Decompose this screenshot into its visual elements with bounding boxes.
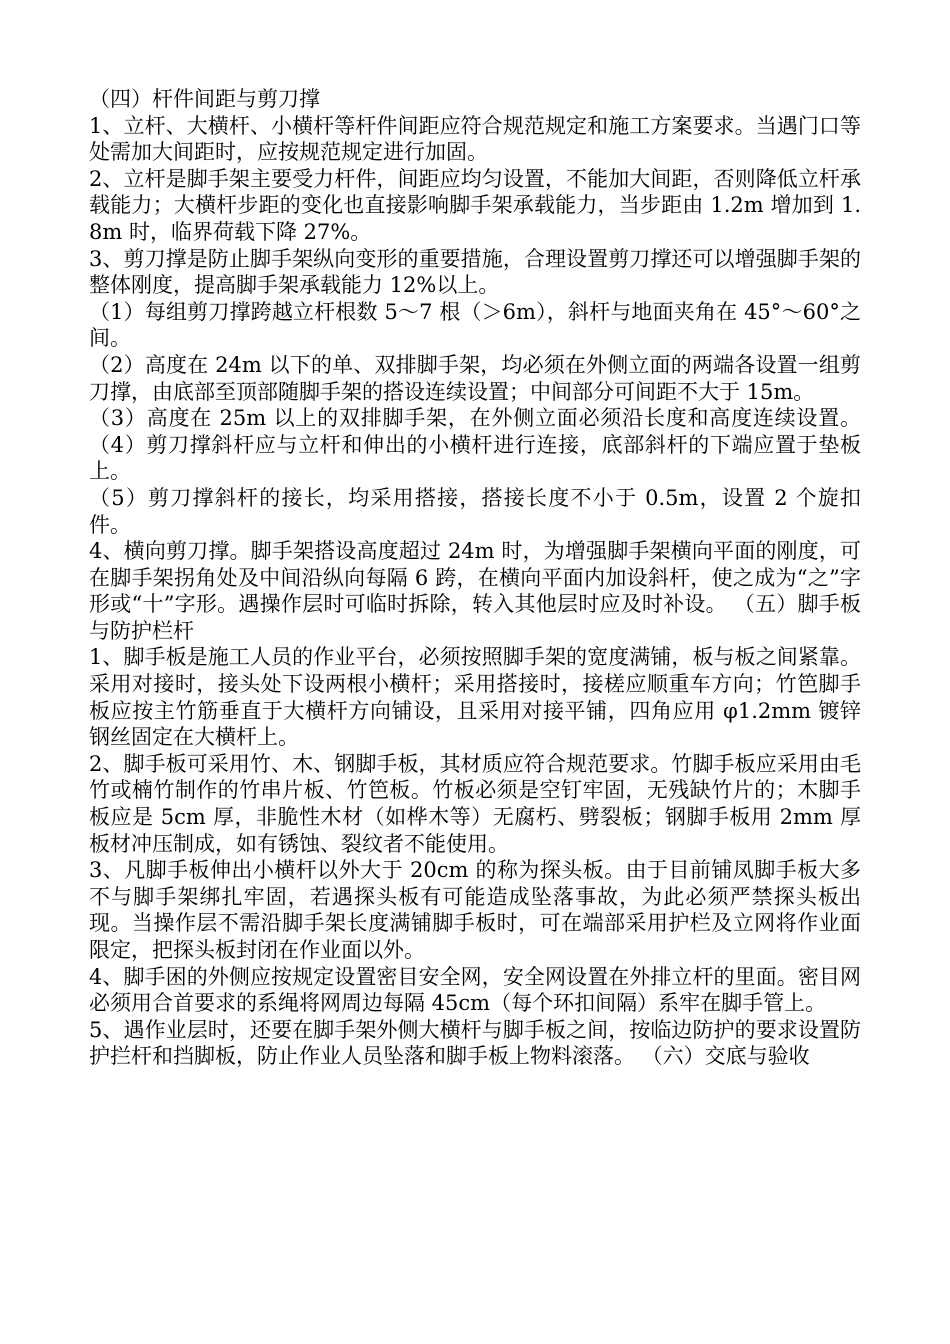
paragraph: 5、遇作业层时，还要在脚手架外侧大横杆与脚手板之间，按临边防护的要求设置防护拦杆和挡脚板，防止作业人员坠落和脚手板上物料滚落。 （六）交底与验收	[89, 1017, 861, 1069]
paragraph: 4、横向剪刀撑。脚手架搭设高度超过 24m 时，为增强脚手架横向平面的刚度，可在脚手架拐角处及中间沿纵向每隔 6 跨，在横向平面内加设斜杆，使之成为“之”字形或“十”字形。遇操作层时可临时拆除，转入其他层时应及时补设。 （五）脚手板与防护栏杆	[89, 539, 861, 643]
paragraph: 1、脚手板是施工人员的作业平台，必须按照脚手架的宽度满铺，板与板之间紧靠。采用对接时，接头处下设两根小横杆；采用搭接时，接槎应顺重车方向；竹笆脚手板应按主竹筋垂直于大横杆方向铺设，且采用对接平铺，四角应用 φ1.2mm 镀锌钢丝固定在大横杆上。	[89, 645, 861, 750]
paragraph: （2）高度在 24m 以下的单、双排脚手架，均必须在外侧立面的两端各设置一组剪刀撑，由底部至顶部随脚手架的搭设连续设置；中间部分可间距不大于 15m。	[89, 352, 861, 404]
paragraph: （3）高度在 25m 以上的双排脚手架，在外侧立面必须沿长度和高度连续设置。 （4）剪刀撑斜杆应与立杆和伸出的小横杆进行连接，底部斜杆的下端应置于垫板上。	[89, 406, 861, 484]
document-page	[89, 86, 861, 1070]
section-heading: （四）杆件间距与剪刀撑	[89, 87, 320, 111]
paragraph: 1、立杆、大横杆、小横杆等杆件间距应符合规范规定和施工方案要求。当遇门口等处需加大间距时，应按规范规定进行加固。	[89, 113, 861, 165]
paragraph: （1）每组剪刀撑跨越立杆根数 5～7 根（＞6m），斜杆与地面夹角在 45°～60°之间。	[89, 299, 861, 351]
paragraph: 2、脚手板可采用竹、木、钢脚手板，其材质应符合规范要求。竹脚手板应采用由毛竹或楠竹制作的竹串片板、竹笆板。竹板必须是空钉牢固，无残缺竹片的；木脚手板应是 5cm 厚，非脆性木材（如桦木等）无腐朽、劈裂板；钢脚手板用 2mm 厚板材冲压制成，如有锈蚀、裂纹者不能使用。	[89, 751, 861, 856]
paragraph: 3、凡脚手板伸出小横杆以外大于 20cm 的称为探头板。由于目前铺凤脚手板大多不与脚手架绑扎牢固，若遇探头板有可能造成坠落事故，为此必须严禁探头板出现。当操作层不需沿脚手架长度满铺脚手板时，可在端部采用护栏及立网将作业面限定，把探头板封闭在作业面以外。	[89, 858, 861, 962]
paragraph: 2、立杆是脚手架主要受力杆件，间距应均匀设置，不能加大间距，否则降低立杆承载能力；大横杆步距的变化也直接影响脚手架承载能力，当步距由 1.2m 增加到 1.8m 时，临界荷载下降 27%。	[89, 166, 861, 244]
paragraph: 3、剪刀撑是防止脚手架纵向变形的重要措施，合理设置剪刀撑还可以增强脚手架的整体刚度，提高脚手架承载能力 12%以上。	[89, 246, 861, 298]
paragraph: 4、脚手困的外侧应按规定设置密目安全网，安全网设置在外排立杆的里面。密目网必须用合首要求的系绳将网周边每隔 45cm（每个环扣间隔）系牢在脚手管上。	[89, 964, 861, 1016]
paragraph: （5）剪刀撑斜杆的接长，均采用搭接，搭接长度不小于 0.5m，设置 2 个旋扣件。	[89, 485, 861, 537]
